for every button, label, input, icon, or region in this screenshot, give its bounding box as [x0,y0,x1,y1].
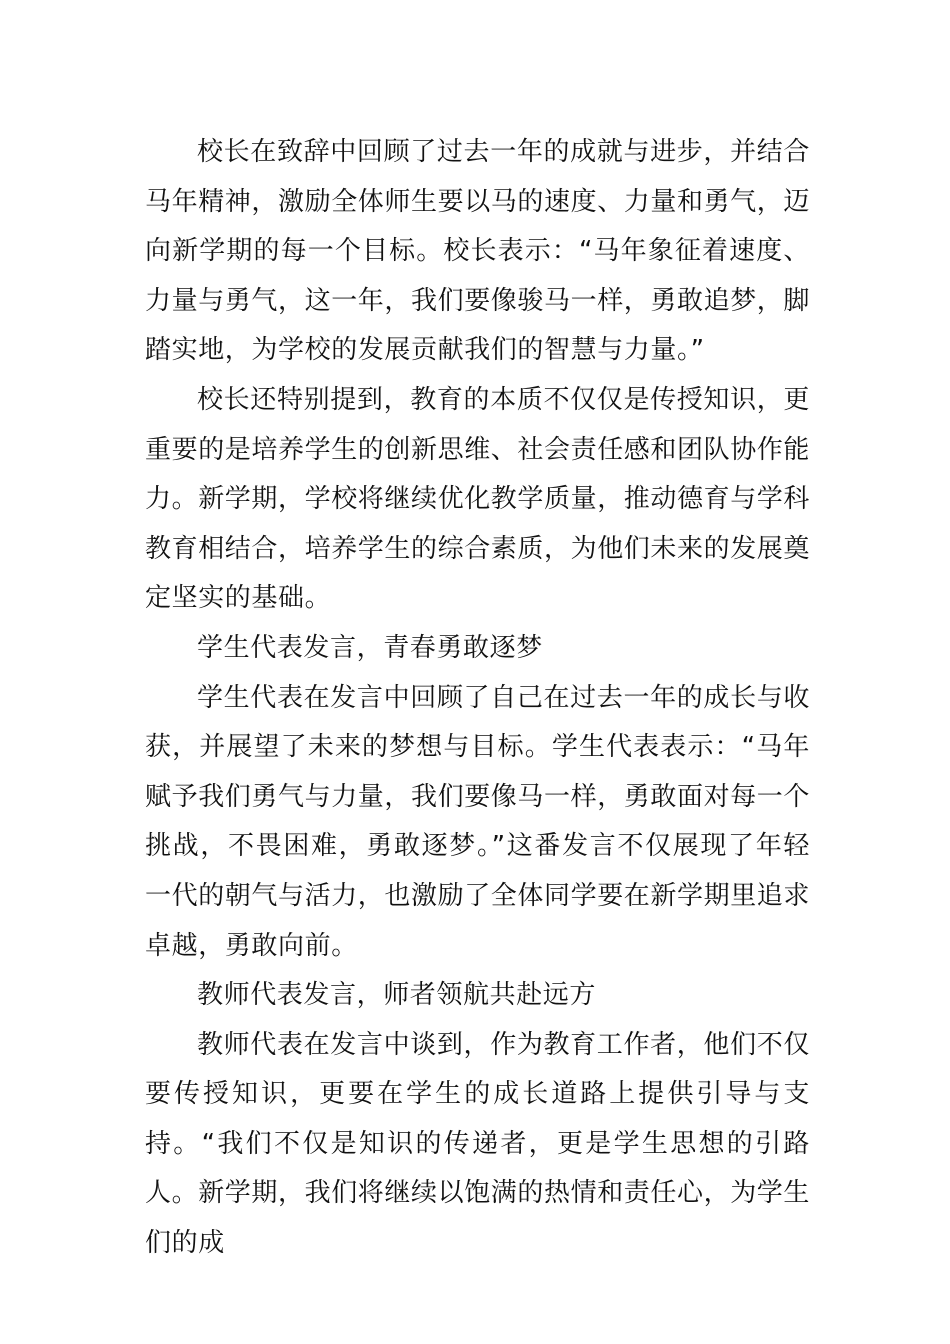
paragraph-student-speech: 学生代表在发言中回顾了自己在过去一年的成长与收获，并展望了未来的梦想与目标。学生代表表示：“马年赋予我们勇气与力量，我们要像马一样，勇敢面对每一个挑战，不畏困难，勇敢逐梦。”这番发言不仅展现了年轻一代的朝气与活力，也激励了全体同学要在新学期里追求卓越，勇敢向前。 [145,682,811,961]
section-heading-student-speech: 学生代表发言，青春勇敢逐梦 [197,632,543,663]
paragraph-principal-speech: 校长在致辞中回顾了过去一年的成就与进步，并结合马年精神，激励全体师生要以马的速度、力量和勇气，迈向新学期的每一个目标。校长表示：“马年象征着速度、力量与勇气，这一年，我们要像骏马一样，勇敢追梦，脚踏实地，为学校的发展贡献我们的智慧与力量。” [145,137,811,366]
paragraph-teacher-speech: 教师代表在发言中谈到，作为教育工作者，他们不仅要传授知识，更要在学生的成长道路上提供引导与支持。“我们不仅是知识的传递者，更是学生思想的引路人。新学期，我们将继续以饱满的热情和责任心，为学生们的成 [145,1029,811,1259]
document-body [145,128,810,1269]
paragraph-principal-education: 校长还特别提到，教育的本质不仅仅是传授知识，更重要的是培养学生的创新思维、社会责任感和团队协作能力。新学期，学校将继续优化教学质量，推动德育与学科教育相结合，培养学生的综合素质，为他们未来的发展奠定坚实的基础。 [145,384,811,614]
section-heading-teacher-speech: 教师代表发言，师者领航共赴远方 [197,980,597,1011]
